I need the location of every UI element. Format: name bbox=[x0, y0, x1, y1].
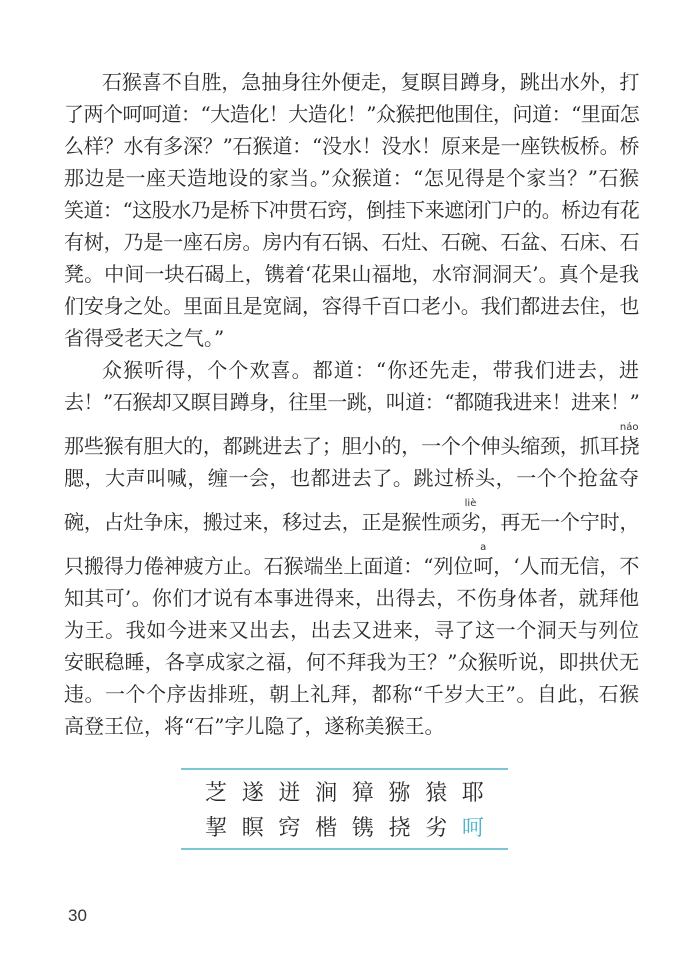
text-line: 违。一个个序齿排班，朝上礼拜，都称“千岁大王”。自此，石猴 bbox=[64, 682, 639, 706]
page-number: 30 bbox=[68, 906, 87, 925]
vocab-character: 迸 bbox=[278, 781, 301, 806]
annotated-character: 呵 bbox=[473, 554, 493, 578]
pinyin-annotation: náo bbox=[619, 422, 639, 433]
text-line: 石猴喜不自胜，急抽身往外便走，复瞑目蹲身，跳出水外，打 bbox=[102, 70, 639, 94]
vocab-character: 猿 bbox=[425, 781, 448, 806]
vocab-character: 挠 bbox=[388, 816, 411, 841]
vocab-character: 耶 bbox=[461, 781, 484, 806]
pinyin-annotation: liè bbox=[464, 498, 477, 509]
body-text bbox=[64, 66, 639, 742]
text-line: 凳。中间一块石碣上，镌着‘花果山福地，水帘洞洞天’。真个是我 bbox=[64, 262, 639, 286]
text-segment: 只搬得力倦神疲方止。石猴端坐上面道：“列位 bbox=[64, 554, 474, 578]
text-line: 笑道：“这股水乃是桥下冲贯石窍，倒挂下来遮闭门户的。桥边有花 bbox=[64, 198, 639, 222]
text-line: 那边是一座天造地设的家当。”众猴道：“怎见得是个家当？”石猴 bbox=[64, 166, 639, 190]
vocab-character: 楷 bbox=[315, 816, 338, 841]
new-characters-box bbox=[181, 768, 508, 850]
text-line bbox=[64, 418, 639, 462]
paragraph bbox=[64, 66, 639, 354]
annotated-character: 挠 bbox=[619, 434, 639, 458]
text-segment: 那些猴有胆大的，都跳进去了；胆小的，一个个伸头缩颈，抓耳 bbox=[64, 434, 620, 458]
text-line: 安眠稳睡，各享成家之福，何不拜我为王？”众猴听说，即拱伏无 bbox=[64, 650, 639, 674]
vocab-character: 獐 bbox=[351, 781, 374, 806]
text-segment: 碗，占灶争床，搬过来，移过去，正是猴性顽 bbox=[64, 510, 461, 534]
vocab-character: 呵 bbox=[461, 816, 484, 841]
vocab-character: 镌 bbox=[351, 816, 374, 841]
text-line: 为王。我如今进来又出去，出去又进来，寻了这一个洞天与列位 bbox=[64, 618, 639, 642]
vocab-character: 遂 bbox=[241, 781, 264, 806]
text-segment: ，‘人而无信，不 bbox=[492, 554, 640, 578]
pinyin-annotation: a bbox=[480, 542, 487, 553]
text-line: 了两个呵呵道：“大造化！大造化！”众猴把他围住，问道：“里面怎 bbox=[64, 102, 639, 126]
ruby-wrapper bbox=[619, 422, 639, 458]
text-line: 高登王位，将“石”字儿隐了，遂称美猴王。 bbox=[64, 714, 445, 738]
text-line: 知其可’。你们才说有本事进得来，出得去，不伤身体者，就拜他 bbox=[64, 586, 639, 610]
vocab-character: 猕 bbox=[388, 781, 411, 806]
annotated-character: 劣 bbox=[460, 510, 481, 534]
text-line: 省得受老天之气。” bbox=[64, 326, 225, 350]
vocab-character: 涧 bbox=[315, 781, 338, 806]
vocab-row bbox=[181, 776, 508, 811]
text-line: 腮，大声叫喊，缠一会，也都进去了。跳过桥头，一个个抢盆夺 bbox=[64, 466, 639, 490]
text-line: 有树，乃是一座石房。房内有石锅、石灶、石碗、石盆、石床、石 bbox=[64, 230, 639, 254]
vocab-character: 瞑 bbox=[241, 816, 264, 841]
paragraph bbox=[64, 354, 639, 742]
text-line: 么样？水有多深？”石猴道：“没水！没水！原来是一座铁板桥。桥 bbox=[64, 134, 639, 158]
text-segment: ，再无一个宁时， bbox=[480, 510, 639, 534]
text-line bbox=[64, 538, 639, 582]
text-line bbox=[64, 494, 639, 538]
text-line: 去！”石猴却又瞑目蹲身，往里一跳，叫道：“都随我进来！进来！” bbox=[64, 390, 639, 414]
ruby-wrapper bbox=[473, 542, 493, 578]
vocab-character: 劣 bbox=[425, 816, 448, 841]
vocab-character: 窍 bbox=[278, 816, 301, 841]
vocab-row bbox=[181, 811, 508, 846]
text-line: 众猴听得，个个欢喜。都道：“你还先走，带我们进去，进 bbox=[102, 358, 639, 382]
ruby-wrapper bbox=[460, 498, 481, 534]
vocab-character: 挈 bbox=[205, 816, 228, 841]
text-line: 们安身之处。里面且是宽阔，容得千百口老小。我们都进去住，也 bbox=[64, 294, 639, 318]
vocab-character: 芝 bbox=[205, 781, 228, 806]
